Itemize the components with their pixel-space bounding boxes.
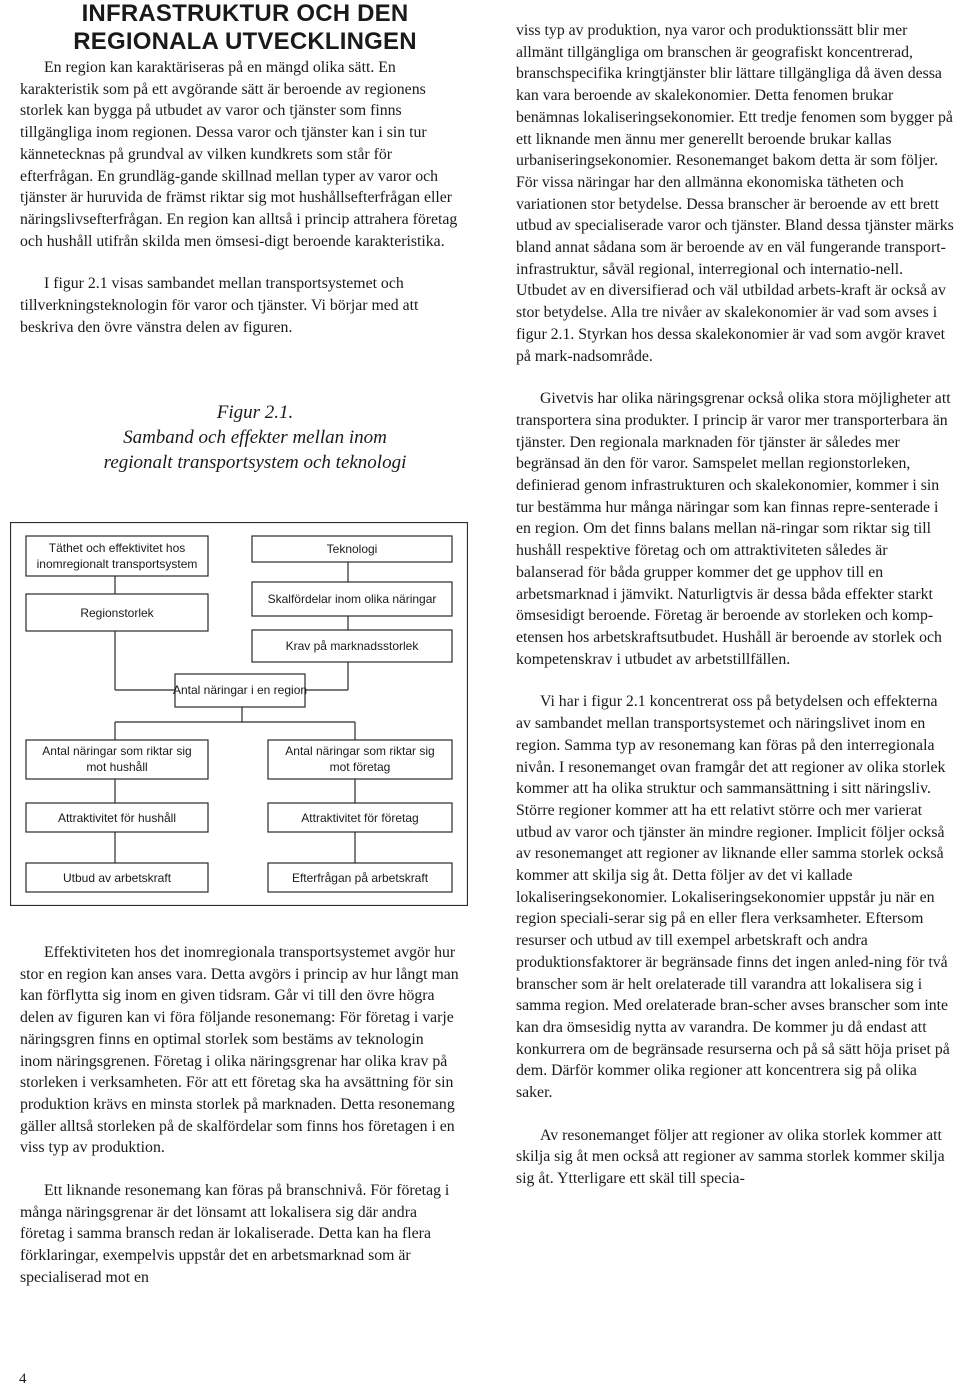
section-heading: [40, 0, 450, 56]
paragraph: I figur 2.1 visas sambandet mellan transportsystemet och tillverkningsteknologin för varor och tjänster. Vi börjar med att beskriva den övre vänstra delen av figuren.: [20, 275, 419, 336]
box-labour-supply-label: Utbud av arbetskraft: [62, 871, 172, 885]
paragraph: viss typ av produktion, nya varor och produktionssätt blir mer allmänt tillgängliga om branschen är geografiskt koncentrerad, branschspecifika kringtjänster blir lättare tillgängliga då även dessa kan vara beroende av skalekonomier. Detta fenomen brukar benämnas lokaliseringsekonomier. Ett tredje fenomen som bygger på ett liknande men ännu mer generellt beroende brukar kallas urbaniseringsekonomier. Resonemanget bakom detta är som följer. För vissa näringar har den allmänna ekonomiska tätheten och variationen stor betydelse. Dessa branscher är beroende av ett brett utbud av specialiserade varor och tjänster. Bland dessa tjänster märks bland annat sådana som är beroende av en väl fungerande transport-infrastruktur, såväl regional, interregional och internatio-nell. Utbudet av en diversifierad och väl utbildad arbets-kraft är också av stor betydelse. Alla tre nivåer av skalekonomier är vad som avses i figur 2.1. Styrkan hos dessa skalekonomier är vad som avgör kravet på mark-nadsområde.: [516, 22, 954, 365]
box-scale-advantages-label: Skalfördelar inom olika näringar: [267, 592, 437, 606]
box-household-industries-label-2: mot hushåll: [86, 760, 148, 774]
heading-line-1: INFRASTRUKTUR OCH DEN: [81, 0, 409, 27]
figure-caption: [70, 400, 440, 475]
box-transport-density-label-1: Täthet och effektivitet hos: [48, 541, 186, 555]
paragraph: Givetvis har olika näringsgrenar också olika stora möjligheter att transportera sina produkter. I princip är varor mer transporterbara än tjänster. Den regionala marknaden för tjänster är således mer begränsad än den för varor. Samspelet mellan regionstorleken, definierad genom infrastrukturen och skalekonomier, kommer i sin tur bestämma hur många näringar som kan finnas repre-senterade i en region. Om det finns balans mellan nä-ringar som riktar sig till hushåll respektive företag och om attraktiviteten således är balanserad för båda grupper kommer det ge upphov till en arbetsmarknad i jämvikt. Naturligtvis är dessa båda effekter starkt ömsesidigt beroende. Företag är beroende av storleken och komp-etensen hos arbetskraftsutbudet. Hushåll är beroende av storlek och kompetenskrav i utbudet av arbetstillfällen.: [516, 390, 951, 668]
box-region-size-label: Regionstorlek: [80, 606, 154, 620]
box-labour-demand-label: Efterfrågan på arbetskraft: [291, 871, 429, 885]
heading-line-2: REGIONALA UTVECKLINGEN: [73, 28, 417, 55]
paragraph: Vi har i figur 2.1 koncentrerat oss på betydelsen och effekterna av sambandet mellan transportsystemet och näringslivet inom en region. Samma typ av resonemang kan föras på den interregionala nivån. I resonemanget ovan framgår det att regioner av olika storlek kommer att ha olika struktur och sammansättning i sitt näringsliv. Större regioner kommer att ha ett relativt större och mer varierat utbud av varor och tjänster än mindre regioner. Implicit följer också av resonemanget att regioner av liknande eller samma storlek också kommer att skilja sig åt. Detta följer av det vi kallade lokaliseringsekonomier. Lokaliseringsekonomier uppstår ju när en region speciali-serar sig på en eller flera verksamheter. Eftersom resurser och utbud av till exempel arbetskraft och andra produktionsfaktorer är begränsade finns det ingen anled-ning för två branscher som är helt orelaterade till varandra att lokalisera sig i samma region. Med orelaterade bran-scher avses branscher som inte kan dra ömsesidig nytta av varandra. De kommer ju då endast att konkurrera om de begränsade resurserna och på så sätt höja priset på dem. Därför kommer olika regioner att koncentrera sig på olika saker.: [516, 693, 950, 1102]
box-household-attractivity-label: Attraktivitet för hushåll: [57, 811, 177, 825]
figure-label: Figur 2.1.: [216, 402, 294, 423]
box-transport-density-label-2: inomregionalt transportsystem: [36, 557, 198, 571]
figure-title-line-1: Samband och effekter mellan inom: [123, 427, 387, 448]
box-firm-industries-label-1: Antal näringar som riktar sig: [285, 744, 435, 758]
box-firm-attractivity-label: Attraktivitet för företag: [301, 811, 419, 825]
paragraph: Av resonemanget följer att regioner av olika storlek kommer att skilja sig åt men också att regioner av samma storlek kommer skilja sig åt. Ytterligare ett skäl till specia-: [516, 1126, 945, 1188]
paragraph: En region kan karaktäriseras på en mängd olika sätt. En karakteristik som på ett avgörande sätt är beroende av regionens storlek kan bygga på utbudet av varor och tjänster som finns tillgängliga inom regionen. Dessa varor och tjänster kan i sin tur kännetecknas på grundval av vilken kundkrets som står för efterfrågan. En grundläg-gande skillnad mellan typer av varor och tjänster är huruvida de främst riktar sig mot hushållsefterfrågan eller näringslivsefterfrågan. En region kan alltså i princip attrahera företag och hushåll utifrån skilda men ömsesi-digt beroende karakteristika.: [20, 59, 458, 250]
figure-diagram: [10, 522, 468, 906]
paragraph: Ett liknande resonemang kan föras på branschnivå. För företag i många näringsgrenar är det lönsamt att lokalisera sig där andra företag i samma bransch redan är lokaliserade. Detta kan ha flera förklaringar, exempelvis uppstår det en arbetsmarknad som är specialiserad mot en: [20, 1182, 450, 1286]
paragraph: Effektiviteten hos det inomregionala transportsystemet avgör hur stor en region kan anses vara. Detta avgörs i princip av hur långt man kan förflytta sig inom en given tidsram. Går vi till den övre högra delen av figuren kan vi föra följande resonemang: För företag i varje näringsgren finns en optimal storlek som bestäms av teknologin inom näringsgrenen. Företag i olika näringsgrenar har olika krav på storleken i verksamheten. För att ett företag ska ha avsättning för sin produktion krävs en minsta storlek på marknaden. Detta resonemang gäller alltså storleken på de skalfördelar som finns hos företagen i en viss typ av produktion.: [20, 944, 459, 1157]
box-market-size-requirement-label: Krav på marknadsstorlek: [285, 639, 419, 653]
right-column-text: [516, 20, 956, 1190]
box-technology-label: Teknologi: [326, 542, 378, 556]
left-column-top-text: [20, 57, 460, 338]
left-column-bottom-text: [20, 942, 460, 1289]
box-number-of-industries-label: Antal näringar i en region: [172, 683, 308, 697]
figure-title-line-2: regionalt transportsystem och teknologi: [103, 452, 407, 473]
page-number: 4: [19, 1371, 27, 1387]
box-household-industries-label-1: Antal näringar som riktar sig: [42, 744, 192, 758]
diagram-frame: [11, 523, 468, 906]
box-firm-industries-label-2: mot företag: [329, 760, 391, 774]
